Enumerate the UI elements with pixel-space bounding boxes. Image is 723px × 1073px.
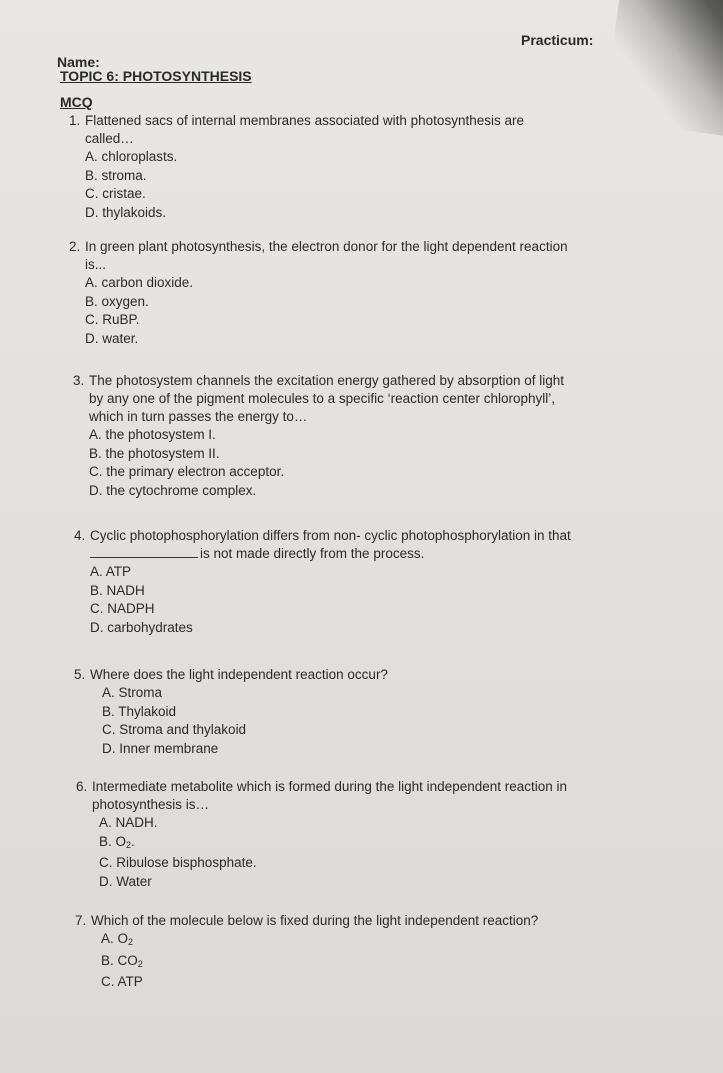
question-stem: Where does the light independent reaction occur? [90, 667, 388, 682]
question-3 [73, 372, 609, 500]
question-stem: by any one of the pigment molecules to a specific ‘reaction center chlorophyll’, [89, 391, 556, 406]
option-a: A. NADH. [99, 815, 158, 830]
option-b: B. NADH [90, 582, 145, 598]
question-stem: In green plant photosynthesis, the electron donor for the light dependent reaction [85, 239, 568, 254]
question-stem: Intermediate metabolite which is formed during the light independent reaction in [92, 779, 568, 794]
question-stem: Cyclic photophosphorylation differs from non- cyclic photophosphorylation in that [90, 528, 571, 543]
option-c: C. cristae. [85, 186, 146, 201]
question-number: 1. [69, 113, 81, 128]
question-stem: is... [85, 257, 107, 272]
question-number: 3. [73, 373, 85, 388]
option-b: B. the photosystem II. [89, 445, 220, 461]
question-number: 4. [74, 528, 86, 543]
question-6 [76, 778, 617, 891]
question-1 [69, 112, 605, 222]
photo-corner-shadow [603, 0, 723, 140]
option-d: D. carbohydrates [90, 619, 193, 635]
option-b: B. oxygen. [85, 293, 149, 309]
option-c: C. RuBP. [85, 312, 140, 327]
practicum-label: Practicum: [521, 32, 594, 48]
option-c: C. Stroma and thylakoid [102, 722, 247, 737]
question-stem: which in turn passes the energy to… [89, 409, 308, 424]
question-4 [74, 527, 615, 637]
option-d: D. Inner membrane [102, 740, 219, 756]
option-a: A. ATP [90, 564, 132, 579]
option-b: B. $O_2$. [99, 833, 135, 850]
option-a: A. $O_2$ [101, 931, 134, 947]
question-number: 2. [69, 239, 81, 254]
question-7 [75, 912, 601, 992]
name-label: Name: [57, 54, 100, 70]
question-number: 5. [74, 667, 86, 682]
option-c: C. Ribulose bisphosphate. [99, 855, 257, 870]
question-stem: called… [85, 131, 134, 146]
section-title: MCQ [60, 94, 93, 110]
option-a: A. carbon dioxide. [85, 275, 194, 290]
option-a: A. chloroplasts. [85, 149, 178, 164]
question-stem: Which of the molecule below is fixed during the light independent reaction? [91, 913, 539, 928]
option-d: D. Water [99, 873, 152, 889]
question-2 [69, 238, 615, 348]
option-b: B. Thylakoid [102, 703, 177, 719]
answer-blank [90, 557, 198, 558]
option-d: D. water. [85, 330, 139, 346]
option-a: A. Stroma [102, 685, 163, 700]
option-c: C. NADPH [90, 601, 155, 616]
option-d: D. the cytochrome complex. [89, 482, 257, 498]
topic-title: TOPIC 6: PHOTOSYNTHESIS [60, 68, 252, 84]
option-c: C. ATP [101, 974, 143, 989]
question-stem: is not made directly from the process. [200, 546, 425, 561]
question-number: 7. [75, 913, 87, 928]
question-stem: Flattened sacs of internal membranes associated with photosynthesis are [85, 113, 524, 128]
question-number: 6. [76, 779, 88, 794]
option-d: D. thylakoids. [85, 204, 167, 220]
question-stem: photosynthesis is… [92, 797, 210, 812]
option-b: B. $CO_2$ [101, 952, 143, 969]
question-stem: The photosystem channels the excitation energy gathered by absorption of light [89, 373, 565, 388]
option-b: B. stroma. [85, 167, 147, 183]
question-5 [74, 666, 590, 758]
option-c: C. the primary electron acceptor. [89, 464, 285, 479]
option-a: A. the photosystem I. [89, 427, 216, 442]
